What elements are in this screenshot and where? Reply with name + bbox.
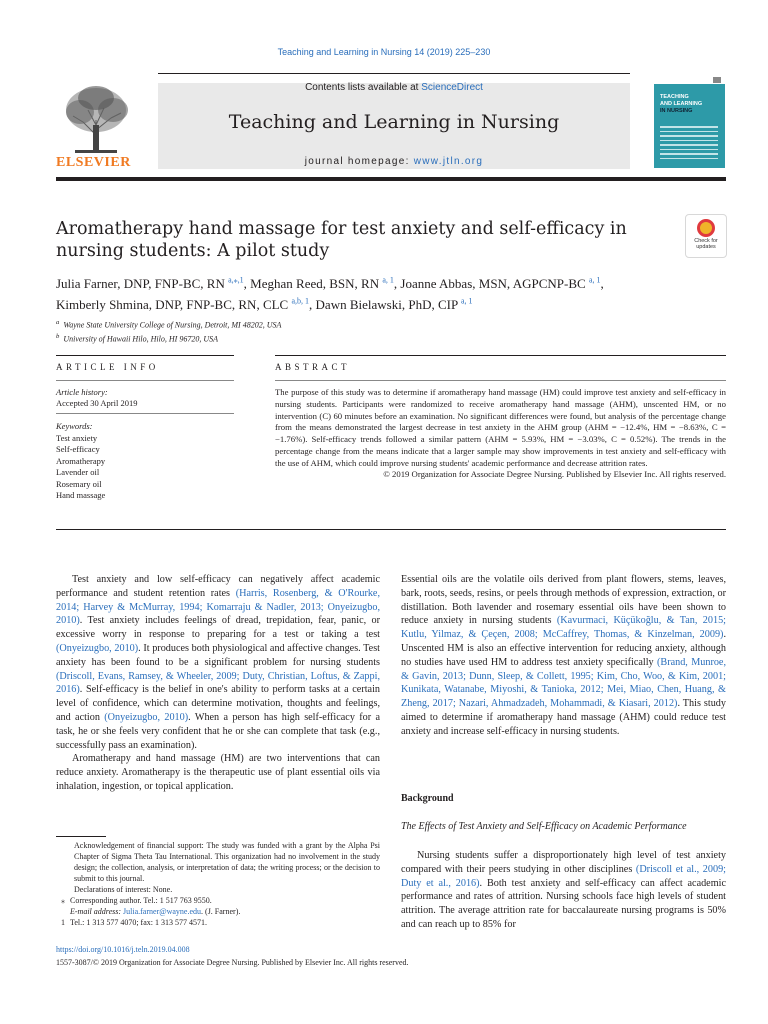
- keyword: Lavender oil: [56, 467, 100, 477]
- author-list: [56, 272, 726, 313]
- affiliation-mark: a: [56, 319, 60, 326]
- author-affiliation-mark[interactable]: a, 1: [588, 276, 601, 285]
- author-affiliation-mark[interactable]: a,⁎,1: [228, 276, 244, 285]
- author-separator: ,: [393, 276, 401, 292]
- author-name: Meghan Reed, BSN, RN: [250, 276, 383, 292]
- author-name: Kimberly Shmina, DNP, FNP-BC, RN, CLC: [56, 296, 292, 312]
- footnote-declarations: Declarations of interest: None.: [74, 885, 173, 894]
- body-text: Essential oils are the volatile oils derived from plant flowers, stems, leaves, bark, roots, seeds, resins, or peels through methods of expression, extraction, or distillation. Both lavender and rosemary essential oils have been shown to reduce anxiety in nursing students: [401, 574, 726, 627]
- email-label: E-mail address:: [70, 907, 124, 916]
- abstract-copyright: © 2019 Organization for Associate Degree Nursing. Published by Elsevier Inc. All rights reserved.: [383, 469, 726, 480]
- footnote-corresponding: [56, 895, 380, 906]
- article-history: [56, 387, 234, 409]
- citation-link[interactable]: (Driscoll et al., 2009; Duty et al., 2016): [401, 863, 726, 889]
- abstract-heading: ABSTRACT: [275, 362, 351, 372]
- citation-link[interactable]: (Onyeizugbo, 2010): [56, 642, 139, 654]
- cover-title-line: AND LEARNING: [660, 101, 703, 107]
- body-text: . Both test anxiety and self-efficacy can affect academic performance and rates of attrition. Nursing schools face high levels of student attrition. The average attrition rate for baccalaureate nursing programs is 50% and can reach up to 85% for: [401, 877, 726, 930]
- author: [400, 276, 603, 291]
- body-text: . This study aimed to determine if aromatherapy hand massage (AHM) could reduce test anxiety and increase self-efficacy in nursing students.: [401, 698, 726, 737]
- homepage-prefix: journal homepage:: [304, 156, 414, 167]
- affiliation-text: Wayne State University College of Nursing, Detroit, MI 48202, USA: [63, 320, 282, 330]
- history-value: Accepted 30 April 2019: [56, 398, 138, 408]
- keyword: Hand massage: [56, 490, 106, 500]
- history-label: Article history:: [56, 387, 108, 397]
- author: [250, 276, 400, 291]
- footnote-mark: ⁎: [61, 896, 65, 905]
- keywords-label: Keywords:: [56, 421, 93, 431]
- body-paragraph: [401, 573, 726, 739]
- footnote-acknowledgement: Acknowledgement of financial support: The study was funded with a grant by the Alpha Psi Chapter of Sigma Theta Tau International. This organization had no involvement in the study design; the collection, analysis, or interpretation of data; the writing process; or the decision to submit to this journal.: [74, 841, 380, 883]
- author: [56, 297, 316, 312]
- keyword: Aromatherapy: [56, 455, 106, 466]
- author-affiliation-mark[interactable]: a,b, 1: [291, 296, 310, 306]
- author-affiliation-mark[interactable]: a, 1: [460, 296, 473, 306]
- body-text: . Self-efficacy is the belief in one's ability to perform tasks at a certain level of confidence, which can determine motivation, thoughts and feelings, and action: [56, 684, 380, 723]
- issn-copyright-line: 1557-3087/© 2019 Organization for Associate Degree Nursing. Published by Elsevier Inc. All rights reserved.: [56, 958, 409, 967]
- footnote-text: Corresponding author. Tel.: 1 517 763 9550.: [70, 896, 212, 905]
- author-name: Julia Farner, DNP, FNP-BC, RN: [56, 276, 229, 292]
- footnote-mark: 1: [61, 918, 65, 927]
- citation-link[interactable]: (Brand, Munroe, & Gavin, 2013; Dunn, Sleep, & Collett, 1995; Kim, Cho, Woo, & Kim, 2001; Kunikata, Watanabe, Miyoshi, & Tanioka, 2012; Mei, Miao, Chen, Huang, & Zheng, 2017; Nazari, Ahmadzadeh, Mohammadi, & Kiasari, 2012): [401, 656, 726, 710]
- article-title: Aromatherapy hand massage for test anxiety and self-efficacy in nursing students: A pilot study: [56, 219, 627, 261]
- footnote-text: Tel.: 1 313 577 4070; fax: 1 313 577 4571.: [70, 918, 207, 927]
- citation-link[interactable]: (Driscoll, Evans, Ramsey, & Wheeler, 2009; Duty, Christian, Loftus, & Zappi, 2016): [56, 670, 380, 696]
- header-thick-rule: [56, 177, 726, 181]
- check-updates-icon: [697, 219, 715, 237]
- abstract-bottom-rule: [56, 529, 726, 530]
- footnote-tel: [56, 917, 380, 928]
- check-updates-label: [686, 238, 726, 250]
- body-column-right-continued: [401, 849, 726, 932]
- author-separator: ,: [309, 296, 316, 312]
- journal-homepage-line: [158, 156, 630, 167]
- body-text: . It produces both physiological and affective changes. Test anxiety has been found to be a significant problem for nursing students: [56, 642, 380, 668]
- citation-link[interactable]: (Kavurmaci, Küçükoğlu, & Tan, 2015; Kutlu, Yilmaz, & Çeçen, 2008; McCaffrey, Thomas, & Kinzelman, 2009): [401, 615, 726, 641]
- footnotes: [56, 840, 380, 928]
- elsevier-wordmark: ELSEVIER: [56, 155, 131, 170]
- article-info-heading: ARTICLE INFO: [56, 362, 159, 372]
- keywords: [56, 421, 234, 502]
- body-text: . When a person has high self-efficacy for a task, he or she feels very confident that he or she can complete that task (e.g., successfully pass an examination).: [56, 711, 380, 751]
- article-info-top-rule: [56, 355, 234, 356]
- citation-link[interactable]: (Onyeizugbo, 2010): [104, 711, 189, 723]
- footnote-rule: [56, 836, 106, 837]
- contents-prefix: Contents lists available at: [305, 82, 422, 93]
- body-text: . Test anxiety includes feelings of dread, trepidation, fear, panic, or excessive worry in response to preparing for a test or taking a test: [56, 615, 380, 641]
- keyword: Test anxiety: [56, 432, 98, 443]
- author-affiliation-mark[interactable]: a, 1: [382, 276, 394, 285]
- body-text: . Unscented HM is also an effective intervention for reducing anxiety, although no studies have used HM to address test anxiety specifically: [401, 629, 726, 668]
- keyword: Self-efficacy: [56, 444, 100, 454]
- body-text: Test anxiety and low self-efficacy can negatively affect academic performance and student retention rates: [56, 574, 380, 599]
- author-name: Dawn Bielawski, PhD, CIP: [315, 296, 461, 312]
- cover-top-strip: [654, 76, 725, 84]
- author-separator: ,: [600, 276, 604, 292]
- cover-title: [660, 94, 702, 115]
- check-for-updates-button[interactable]: [685, 214, 727, 258]
- article-info-divider: [56, 380, 234, 381]
- author: [56, 276, 250, 291]
- footnote-email: [56, 906, 380, 917]
- cover-text-lines: [660, 126, 718, 162]
- header-top-rule: [158, 73, 630, 74]
- journal-cover-thumbnail[interactable]: [654, 76, 725, 168]
- email-link[interactable]: Julia.farner@wayne.edu: [123, 907, 202, 916]
- body-text: Nursing students suffer a disproportionately high level of test anxiety compared with their peers studying in other disciplines: [401, 850, 726, 875]
- body-paragraph: [56, 573, 380, 752]
- check-updates-line: updates: [696, 244, 716, 250]
- journal-reference[interactable]: Teaching and Learning in Nursing 14 (2019) 225–230: [277, 47, 491, 57]
- abstract-text: The purpose of this study was to determine if aromatherapy hand massage (HM) could improve test anxiety and self-efficacy in nursing students. Participants were randomized to receive aromatherapy hand massage (AHM), unscented HM, or no intervention (C) 60 minutes before an examination. No significant differences were found, but analysis of the percentage change from the means demonstrated the largest decrease in test anxiety in the AHM group (AHM = −12.4%, HM = −8.63%, C = −1.76%). Self-efficacy trends followed a similar pattern (AHM = 5.93%, HM = −3.03%, C = 0.52%). The trends in the percentage change from the means indicate that a larger sample may show improvements in test anxiety and self-efficacy with the use of AHM, which could improve nursing students' academic performance and decrease attrition rates.: [275, 387, 726, 468]
- body-paragraph: Aromatherapy and hand massage (HM) are two interventions that can reduce anxiety. Aromatherapy is the therapeutic use of plant essential oils via inhalation, ingestion, or topical application.: [56, 753, 380, 792]
- citation-link[interactable]: (Harris, Rosenberg, & O'Rourke, 2014; Harvey & McMurray, 1994; Komarraju & Nadler, 2013; Onyeizugbo, 2010): [56, 587, 380, 627]
- body-column-left: [56, 573, 380, 794]
- contents-available-line: [158, 82, 630, 93]
- subsection-heading: The Effects of Test Anxiety and Self-Efficacy on Academic Performance: [401, 821, 687, 832]
- keyword: Rosemary oil: [56, 478, 102, 489]
- author-separator: ,: [243, 276, 251, 292]
- affiliation: [56, 317, 556, 331]
- body-column-right: [401, 573, 726, 739]
- check-updates-line: Check for: [694, 238, 718, 244]
- cover-title-line: IN NURSING: [660, 108, 693, 114]
- email-suffix: . (J. Farner).: [201, 907, 241, 916]
- author: [316, 297, 473, 312]
- abstract-body: [275, 387, 726, 481]
- affiliations: [56, 317, 556, 344]
- journal-title: Teaching and Learning in Nursing: [228, 111, 560, 133]
- cover-title-line: TEACHING: [660, 94, 689, 100]
- abstract-divider: [275, 380, 726, 381]
- affiliation-text: University of Hawaii Hilo, Hilo, HI 96720, USA: [63, 334, 218, 344]
- affiliation-mark: b: [56, 332, 60, 340]
- affiliation: [56, 331, 556, 345]
- section-heading-background: Background: [401, 793, 454, 804]
- history-divider: [56, 413, 234, 414]
- author-name: Joanne Abbas, MSN, AGPCNP-BC: [400, 276, 589, 292]
- sciencedirect-link[interactable]: ScienceDirect: [421, 82, 483, 93]
- homepage-link[interactable]: www.jtln.org: [413, 156, 484, 167]
- abstract-top-rule: [275, 355, 726, 356]
- doi-link[interactable]: https://doi.org/10.1016/j.teln.2019.04.008: [56, 945, 190, 954]
- body-paragraph: [401, 849, 726, 932]
